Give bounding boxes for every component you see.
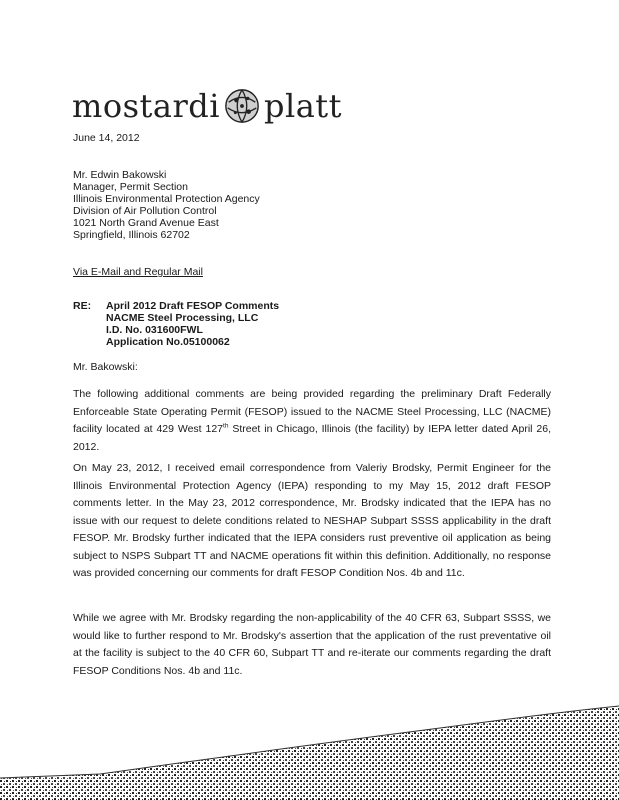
recipient-line: Division of Air Pollution Control — [73, 205, 217, 217]
salutation: Mr. Bakowski: — [73, 361, 138, 373]
ordinal-suffix: th — [223, 422, 229, 430]
letterhead-name-right: platt — [263, 87, 342, 125]
recipient-line: Manager, Permit Section — [73, 181, 188, 193]
recipient-line: Mr. Edwin Bakowski — [73, 169, 167, 181]
recipient-line: Springfield, Illinois 62702 — [73, 229, 190, 241]
footer-wave-banner — [0, 690, 619, 800]
body-text: The following additional comments are being provided regarding the preliminary Draft Federally Enforceable State Operating Permit (FESOP) issued to the NACME Steel Processing, LLC (NACME) facility located at 429 West 127 — [73, 388, 551, 435]
globe-emblem-icon — [223, 87, 261, 125]
letterhead-name-left: mostardi — [72, 87, 220, 125]
body-paragraph-2: On May 23, 2012, I received email correspondence from Valeriy Brodsky, Permit Engineer for the Illinois Environmental Protection Agency (IEPA) responding to my May 15, 2012 draft FESOP comments letter. In the May 23, 2012 correspondence, Mr. Brodsky indicated that the IEPA has no issue with our request to delete conditions related to NESHAP Subpart SSSS applicability in the draft FESOP. Mr. Brodsky further indicated that the IEPA considers rust preventive oil application as being subject to NSPS Subpart TT and NACME operations fit within this definition. Additionally, no response was provided concerning our comments for draft FESOP Condition Nos. 4b and 11c. — [73, 462, 551, 579]
subject-label: RE: — [73, 300, 92, 312]
body-paragraph-1 — [73, 386, 551, 456]
subject-line-1: April 2012 Draft FESOP Comments — [106, 300, 280, 312]
recipient-address — [73, 169, 260, 241]
subject-block — [73, 300, 279, 348]
subject-line-2: NACME Steel Processing, LLC — [106, 312, 259, 324]
subject-line-4: Application No.05100062 — [106, 336, 230, 348]
recipient-line: 1021 North Grand Avenue East — [73, 217, 219, 229]
letter-date: June 14, 2012 — [73, 132, 140, 144]
body-text: Street in Chicago, Illinois (the facility) by IEPA letter dated April 26, 2012. — [73, 423, 552, 453]
delivery-method: Via E-Mail and Regular Mail — [73, 266, 203, 278]
subject-line-3: I.D. No. 031600FWL — [106, 324, 203, 336]
letterhead-logo — [72, 86, 342, 126]
body-paragraph-3: While we agree with Mr. Brodsky regarding the non-applicability of the 40 CFR 63, Subpart SSSS, we would like to further respond to Mr. Brodsky's assertion that the application of the rust preventative oil at the facility is subject to the 40 CFR 60, Subpart TT and re-iterate our comments regarding the draft FESOP Conditions Nos. 4b and 11c. — [73, 612, 551, 677]
recipient-line: Illinois Environmental Protection Agency — [73, 193, 260, 205]
